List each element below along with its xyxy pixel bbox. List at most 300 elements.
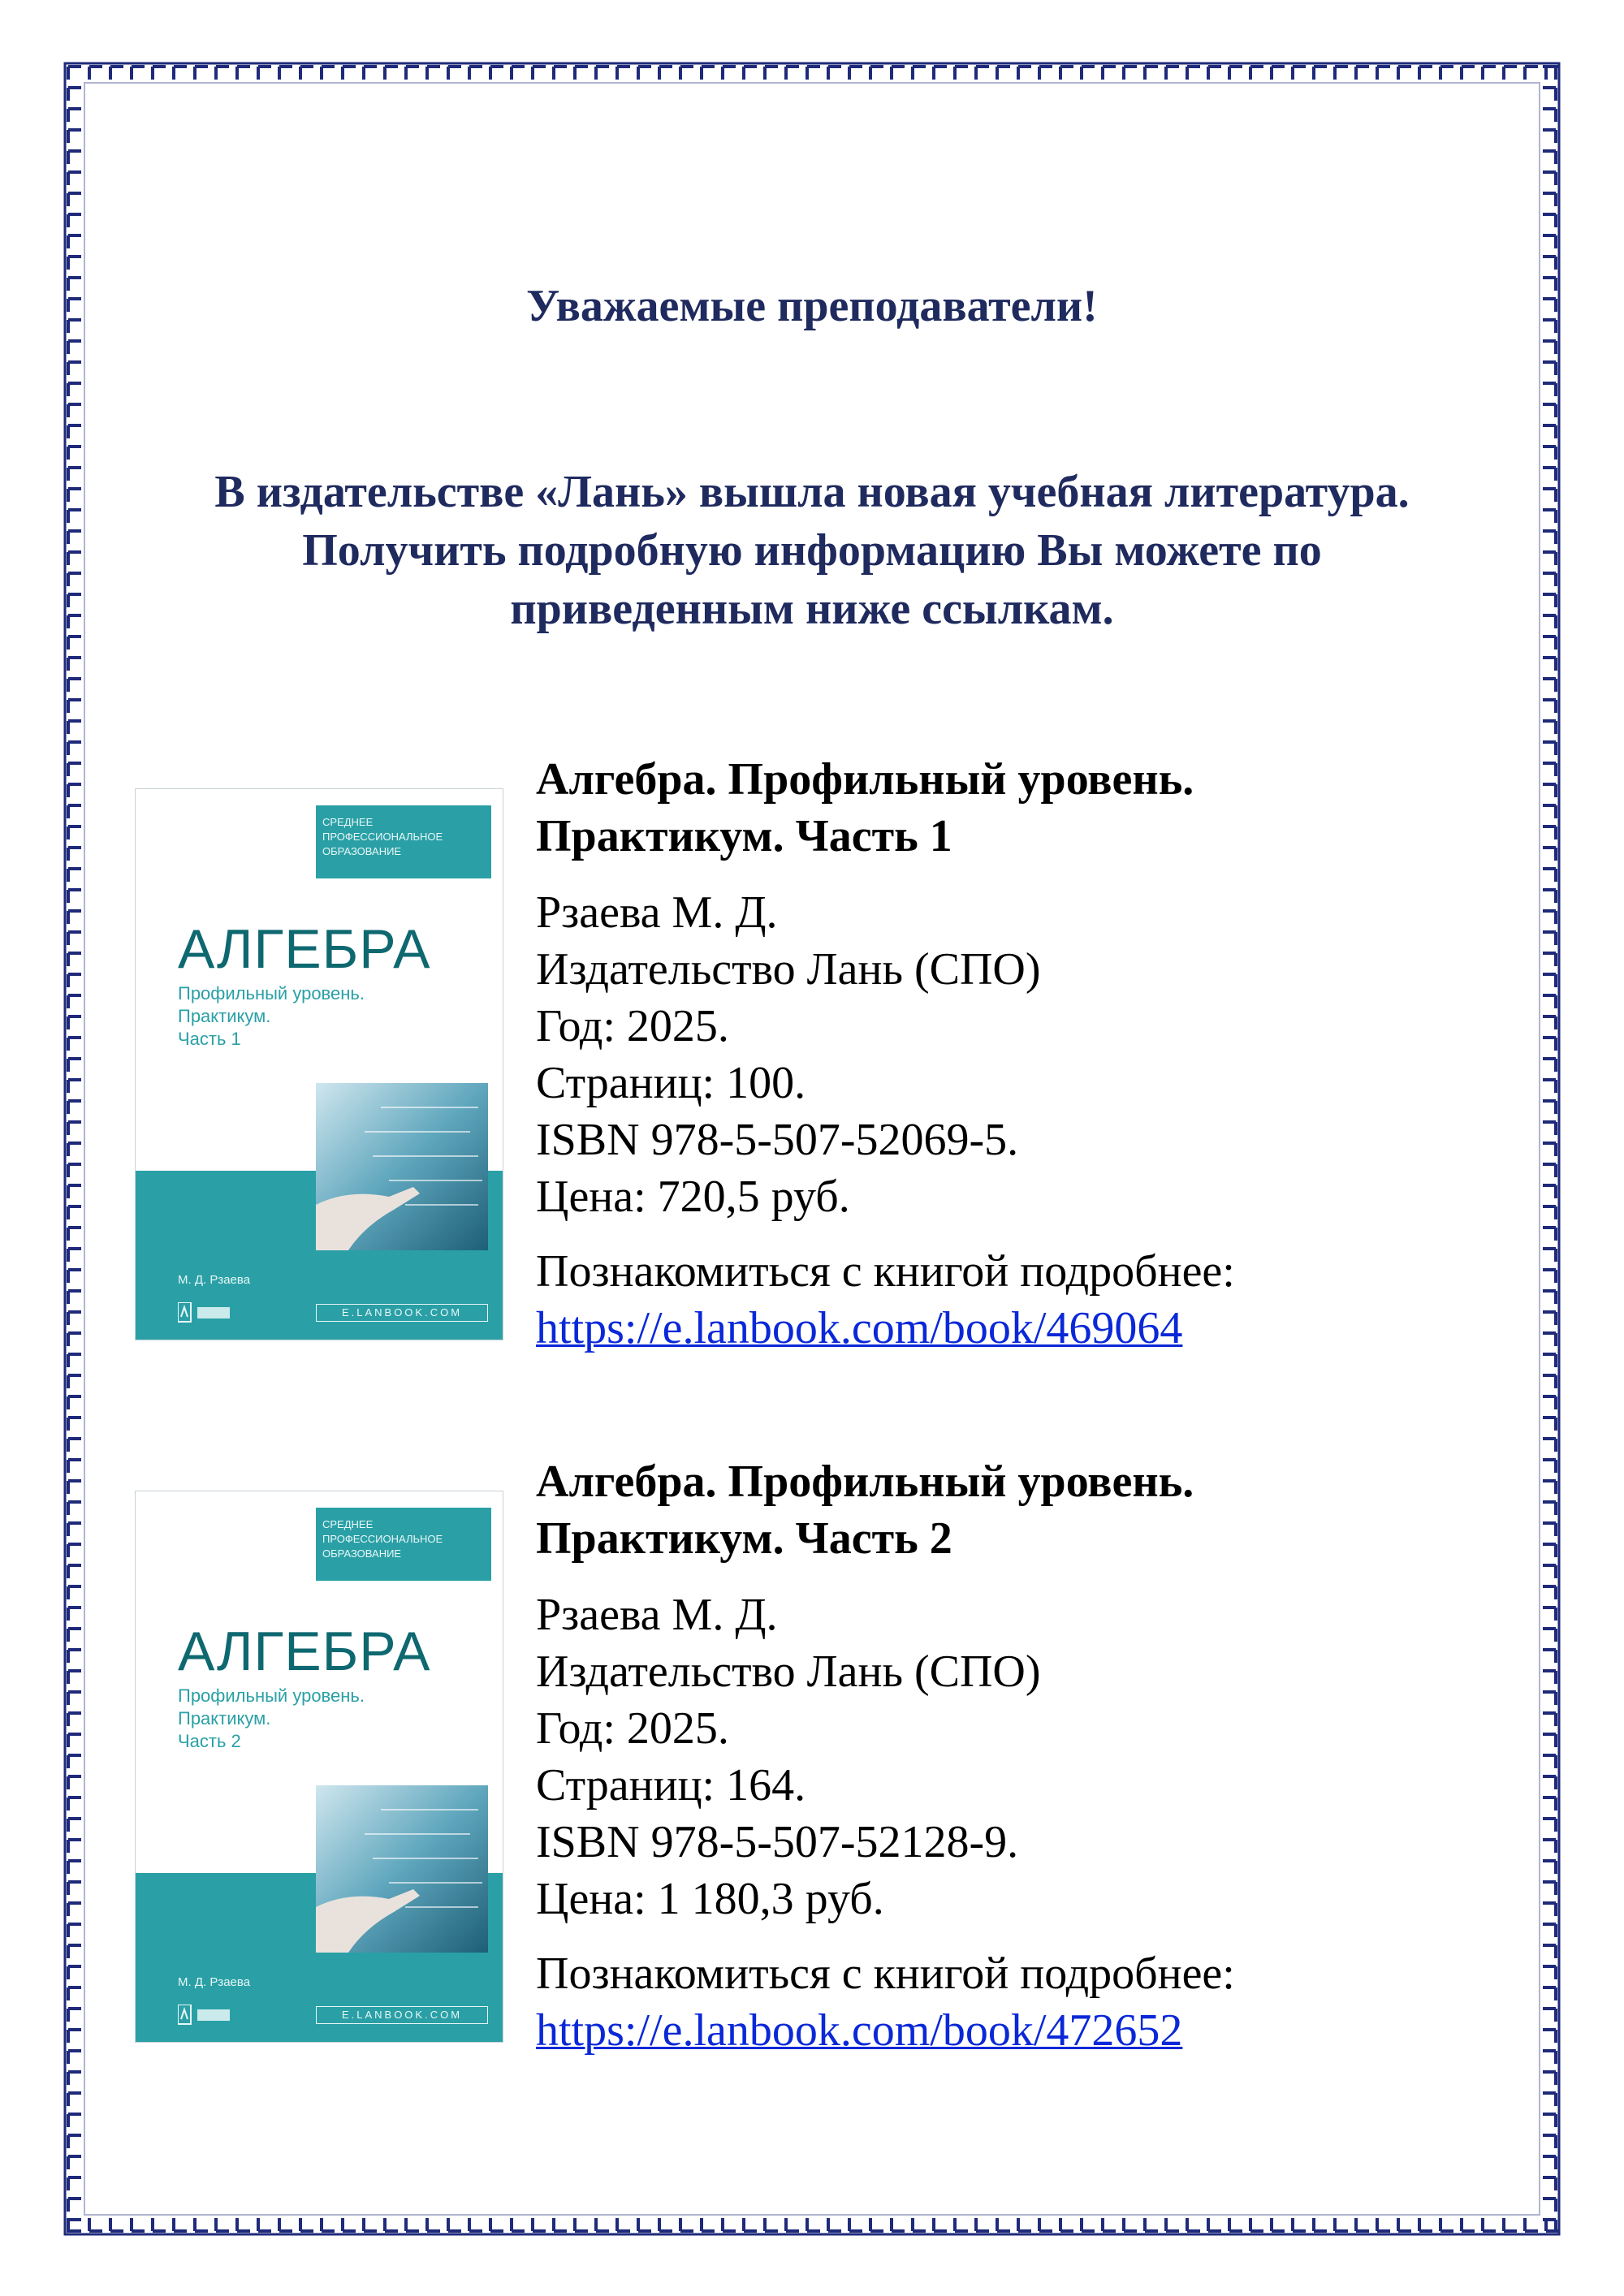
frame-segment: [1543, 1565, 1556, 1578]
frame-segment: [1543, 2072, 1556, 2085]
frame-segment: [448, 2218, 461, 2231]
frame-segment: [1543, 911, 1556, 924]
frame-segment: [1543, 1185, 1556, 1198]
frame-segment: [195, 2218, 208, 2231]
frame-segment: [1543, 974, 1556, 987]
frame-segment: [1356, 2218, 1369, 2231]
frame-segment: [68, 594, 81, 607]
frame-segment: [1543, 995, 1556, 1008]
frame-segment: [68, 1375, 81, 1388]
frame-segment: [870, 2218, 883, 2231]
frame-segment: [364, 67, 377, 80]
frame-segment: [1543, 1101, 1556, 1114]
frame-segment: [448, 67, 461, 80]
frame-segment: [1543, 2199, 1556, 2212]
frame-segment: [997, 2218, 1010, 2231]
frame-segment: [1543, 1840, 1556, 1853]
frame-segment: [68, 1966, 81, 1979]
book-author: Рзаева М. Д.: [536, 887, 778, 938]
frame-segment: [1187, 67, 1200, 80]
frame-segment: [174, 67, 187, 80]
frame-segment: [68, 447, 81, 460]
frame-segment: [68, 1945, 81, 1958]
frame-segment: [68, 1840, 81, 1853]
frame-segment: [68, 1987, 81, 2000]
frame-segment: [976, 2218, 989, 2231]
frame-segment: [427, 67, 440, 80]
book-more-label: Познакомиться с книгой подробнее:: [536, 1246, 1235, 1297]
frame-segment: [744, 67, 757, 80]
frame-segment: [68, 425, 81, 438]
intro-line: приведенным ниже ссылкам.: [510, 584, 1114, 634]
frame-segment: [490, 2218, 503, 2231]
frame-segment: [89, 2218, 102, 2231]
frame-segment: [68, 953, 81, 966]
frame-segment: [1543, 1734, 1556, 1747]
book-pages: Страниц: 164.: [536, 1760, 806, 1810]
frame-segment: [702, 67, 715, 80]
frame-segment: [1272, 2218, 1285, 2231]
frame-segment: [892, 2218, 905, 2231]
book-title-line: Алгебра. Профильный уровень.: [536, 754, 1194, 805]
publisher-logo-icon: [178, 2005, 251, 2026]
frame-segment: [1543, 1798, 1556, 1810]
frame-segment: [68, 214, 81, 227]
book-link[interactable]: https://e.lanbook.com/book/472652: [536, 2005, 1183, 2056]
book-title-line: Практикум. Часть 1: [536, 811, 952, 861]
frame-segment: [68, 763, 81, 776]
frame-segment: [68, 1798, 81, 1810]
frame-segment: [828, 2218, 841, 2231]
frame-segment: [1543, 2114, 1556, 2127]
book-info: [536, 1453, 1510, 2059]
frame-segment: [1543, 594, 1556, 607]
frame-segment: [1314, 2218, 1327, 2231]
frame-segment: [1543, 869, 1556, 882]
book-year: Год: 2025.: [536, 1703, 729, 1754]
frame-segment: [1504, 67, 1517, 80]
frame-segment: [385, 2218, 398, 2231]
book-price: Цена: 1 180,3 руб.: [536, 1874, 884, 1924]
frame-segment: [849, 2218, 862, 2231]
frame-segment: [68, 1312, 81, 1325]
frame-segment: [1293, 67, 1306, 80]
frame-segment: [659, 2218, 672, 2231]
book-title-line: Алгебра. Профильный уровень.: [536, 1457, 1194, 1507]
frame-segment: [279, 2218, 292, 2231]
frame-segment: [68, 235, 81, 248]
frame-segment: [68, 974, 81, 987]
cover-subtitle: Профильный уровень. Практикум. Часть 1: [178, 983, 365, 1049]
intro-line: В издательстве «Лань» вышла новая учебная литература.: [214, 467, 1410, 517]
frame-segment: [68, 1861, 81, 1874]
frame-segment: [1543, 2093, 1556, 2106]
frame-segment: [1250, 2218, 1263, 2231]
frame-segment: [1543, 1586, 1556, 1599]
frame-segment: [1543, 468, 1556, 481]
frame-segment: [1018, 67, 1031, 80]
frame-segment: [1060, 67, 1073, 80]
frame-segment: [68, 1059, 81, 1072]
frame-segment: [1543, 172, 1556, 185]
frame-segment: [533, 2218, 546, 2231]
frame-segment: [68, 510, 81, 523]
frame-segment: [1543, 826, 1556, 839]
frame-segment: [68, 1502, 81, 1515]
frame-segment: [1543, 805, 1556, 818]
frame-segment: [68, 1776, 81, 1789]
frame-segment: [68, 1924, 81, 1937]
frame-segment: [1124, 67, 1137, 80]
frame-segment: [1543, 1460, 1556, 1473]
frame-segment: [1462, 2218, 1475, 2231]
frame-segment: [174, 2218, 187, 2231]
frame-segment: [68, 1439, 81, 1452]
frame-segment: [1483, 67, 1496, 80]
frame-segment: [1543, 1164, 1556, 1177]
frame-segment: [406, 2218, 419, 2231]
frame-segment: [68, 341, 81, 354]
frame-segment: [702, 2218, 715, 2231]
frame-segment: [1543, 932, 1556, 945]
frame-segment: [575, 2218, 588, 2231]
frame-segment: [680, 2218, 693, 2231]
frame-segment: [554, 2218, 567, 2231]
frame-segment: [1543, 1544, 1556, 1557]
frame-segment: [1543, 2030, 1556, 2043]
frame-segment: [68, 193, 81, 206]
frame-segment: [1543, 1016, 1556, 1029]
frame-segment: [68, 932, 81, 945]
frame-segment: [1543, 721, 1556, 734]
frame-segment: [997, 67, 1010, 80]
frame-segment: [68, 2093, 81, 2106]
frame-segment: [1543, 1861, 1556, 1874]
intro-line: Получить подробную информацию Вы можете по: [302, 525, 1322, 576]
frame-segment: [617, 2218, 630, 2231]
book-link[interactable]: https://e.lanbook.com/book/469064: [536, 1303, 1183, 1353]
frame-segment: [68, 890, 81, 903]
frame-segment: [807, 67, 820, 80]
frame-segment: [723, 67, 736, 80]
frame-segment: [1525, 2218, 1538, 2231]
frame-segment: [1166, 67, 1179, 80]
frame-segment: [1229, 2218, 1242, 2231]
frame-segment: [638, 67, 651, 80]
frame-segment: [364, 2218, 377, 2231]
cover-series-label: СРЕДНЕЕ ПРОФЕССИОНАЛЬНОЕ ОБРАЗОВАНИЕ: [316, 1508, 491, 1581]
cover-photo-illustration: [316, 1785, 488, 1953]
frame-segment: [68, 1291, 81, 1304]
frame-segment: [68, 552, 81, 565]
frame-segment: [68, 1418, 81, 1431]
cover-subtitle: Профильный уровень. Практикум. Часть 2: [178, 1685, 365, 1751]
frame-segment: [279, 67, 292, 80]
frame-segment: [1543, 1143, 1556, 1156]
frame-segment: [1543, 1671, 1556, 1684]
frame-segment: [1543, 257, 1556, 270]
frame-segment: [1543, 1966, 1556, 1979]
frame-segment: [68, 742, 81, 755]
frame-segment: [1543, 615, 1556, 628]
frame-segment: [1208, 2218, 1221, 2231]
frame-segment: [1124, 2218, 1137, 2231]
frame-segment: [68, 362, 81, 375]
frame-segment: [68, 679, 81, 692]
frame-segment: [1543, 1312, 1556, 1325]
frame-segment: [1166, 2218, 1179, 2231]
frame-segment: [68, 67, 81, 80]
frame-segment: [132, 2218, 145, 2231]
frame-segment: [68, 1629, 81, 1642]
frame-segment: [68, 404, 81, 417]
frame-segment: [1293, 2218, 1306, 2231]
frame-segment: [638, 2218, 651, 2231]
frame-segment: [68, 2156, 81, 2169]
frame-segment: [1082, 67, 1095, 80]
frame-segment: [68, 615, 81, 628]
frame-segment: [1398, 67, 1411, 80]
frame-segment: [68, 1755, 81, 1768]
frame-segment: [1543, 848, 1556, 861]
frame-segment: [68, 700, 81, 713]
cover-author: М. Д. Рзаева: [178, 1273, 251, 1287]
frame-segment: [596, 2218, 609, 2231]
cover-site-label: E.LANBOOK.COM: [316, 2006, 488, 2024]
frame-segment: [68, 784, 81, 797]
frame-segment: [68, 911, 81, 924]
book-meta: [536, 884, 1510, 1225]
frame-segment: [786, 67, 799, 80]
book-cover-image[interactable]: [135, 1491, 503, 2043]
frame-segment: [512, 2218, 525, 2231]
frame-segment: [68, 468, 81, 481]
frame-segment: [68, 1333, 81, 1346]
frame-segment: [1356, 67, 1369, 80]
frame-segment: [1543, 1418, 1556, 1431]
book-isbn: ISBN 978-5-507-52128-9.: [536, 1817, 1019, 1867]
frame-segment: [1543, 1713, 1556, 1726]
cover-photo-illustration: [316, 1083, 488, 1250]
book-more: [536, 1243, 1510, 1357]
frame-segment: [68, 995, 81, 1008]
frame-segment: [68, 2072, 81, 2085]
frame-segment: [807, 2218, 820, 2231]
frame-segment: [1543, 1375, 1556, 1388]
frame-segment: [1543, 1333, 1556, 1346]
frame-segment: [1543, 763, 1556, 776]
frame-segment: [68, 1249, 81, 1262]
book-pages: Страниц: 100.: [536, 1058, 806, 1108]
frame-segment: [258, 2218, 271, 2231]
frame-segment: [68, 109, 81, 122]
frame-segment: [765, 2218, 778, 2231]
frame-segment: [68, 1882, 81, 1895]
frame-segment: [68, 1523, 81, 1536]
frame-segment: [343, 67, 356, 80]
book-more-label: Познакомиться с книгой подробнее:: [536, 1949, 1235, 1999]
frame-segment: [1018, 2218, 1031, 2231]
frame-segment: [533, 67, 546, 80]
frame-segment: [1543, 1291, 1556, 1304]
book-more: [536, 1945, 1510, 2059]
frame-segment: [1543, 531, 1556, 544]
frame-segment: [68, 1481, 81, 1494]
publisher-logo-icon: [178, 1302, 251, 1323]
cover-title: АЛГЕБРА: [178, 918, 431, 980]
frame-segment: [1543, 1059, 1556, 1072]
frame-segment: [1440, 67, 1453, 80]
frame-segment: [68, 1671, 81, 1684]
frame-segment: [596, 67, 609, 80]
frame-segment: [68, 1270, 81, 1283]
intro-paragraph: [122, 463, 1502, 638]
frame-segment: [68, 1206, 81, 1219]
frame-segment: [406, 67, 419, 80]
frame-segment: [68, 2114, 81, 2127]
frame-segment: [1543, 1270, 1556, 1283]
frame-segment: [68, 130, 81, 143]
frame-segment: [68, 257, 81, 270]
frame-segment: [1543, 1924, 1556, 1937]
frame-segment: [1145, 67, 1158, 80]
frame-segment: [1543, 1945, 1556, 1958]
frame-segment: [68, 1713, 81, 1726]
frame-segment: [68, 1228, 81, 1241]
frame-segment: [1543, 1354, 1556, 1367]
frame-segment: [1103, 67, 1116, 80]
frame-segment: [68, 67, 81, 80]
frame-segment: [68, 1650, 81, 1663]
frame-segment: [1543, 1439, 1556, 1452]
frame-segment: [1543, 109, 1556, 122]
frame-segment: [68, 1903, 81, 1916]
frame-segment: [469, 67, 482, 80]
frame-segment: [1543, 637, 1556, 650]
book-author: Рзаева М. Д.: [536, 1590, 778, 1640]
frame-segment: [1543, 425, 1556, 438]
book-isbn: ISBN 978-5-507-52069-5.: [536, 1115, 1019, 1165]
frame-segment: [469, 2218, 482, 2231]
frame-segment: [132, 67, 145, 80]
frame-segment: [1250, 67, 1263, 80]
book-meta: [536, 1586, 1510, 1927]
frame-segment: [68, 2009, 81, 2022]
frame-segment: [1543, 1608, 1556, 1621]
frame-segment: [68, 1354, 81, 1367]
frame-segment: [1314, 67, 1327, 80]
frame-segment: [343, 2218, 356, 2231]
frame-segment: [68, 1565, 81, 1578]
frame-segment: [68, 1692, 81, 1705]
frame-segment: [870, 67, 883, 80]
frame-segment: [68, 721, 81, 734]
frame-segment: [68, 869, 81, 882]
frame-segment: [1543, 404, 1556, 417]
book-publisher: Издательство Лань (СПО): [536, 1646, 1041, 1697]
frame-segment: [153, 2218, 166, 2231]
frame-segment: [1543, 1987, 1556, 2000]
frame-segment: [1060, 2218, 1073, 2231]
frame-segment: [153, 67, 166, 80]
frame-segment: [680, 67, 693, 80]
frame-segment: [1543, 2177, 1556, 2190]
frame-segment: [1543, 341, 1556, 354]
frame-segment: [1543, 88, 1556, 101]
frame-segment: [1543, 1629, 1556, 1642]
frame-segment: [1543, 700, 1556, 713]
frame-segment: [892, 67, 905, 80]
frame-segment: [68, 1101, 81, 1114]
book-title-line: Практикум. Часть 2: [536, 1513, 952, 1564]
frame-segment: [322, 67, 335, 80]
frame-segment: [913, 67, 926, 80]
frame-segment: [1208, 67, 1221, 80]
frame-segment: [786, 2218, 799, 2231]
frame-segment: [237, 67, 250, 80]
frame-segment: [1039, 2218, 1052, 2231]
frame-segment: [68, 2051, 81, 2064]
frame-segment: [1543, 1882, 1556, 1895]
frame-segment: [110, 67, 123, 80]
frame-segment: [89, 67, 102, 80]
frame-segment: [1419, 2218, 1432, 2231]
frame-segment: [1543, 1038, 1556, 1051]
frame-segment: [1543, 784, 1556, 797]
frame-segment: [216, 67, 229, 80]
frame-segment: [934, 67, 947, 80]
book-title: [536, 1453, 1510, 1567]
frame-segment: [1543, 214, 1556, 227]
frame-segment: [68, 151, 81, 164]
frame-segment: [68, 826, 81, 839]
frame-segment: [1543, 1523, 1556, 1536]
frame-segment: [1543, 151, 1556, 164]
frame-segment: [1543, 1206, 1556, 1219]
frame-segment: [68, 1608, 81, 1621]
frame-segment: [744, 2218, 757, 2231]
frame-segment: [68, 1038, 81, 1051]
frame-segment: [1543, 235, 1556, 248]
frame-segment: [68, 172, 81, 185]
frame-segment: [1543, 1776, 1556, 1789]
frame-segment: [1504, 2218, 1517, 2231]
frame-segment: [68, 2199, 81, 2212]
frame-segment: [68, 489, 81, 502]
frame-segment: [1543, 552, 1556, 565]
frame-segment: [1543, 1692, 1556, 1705]
frame-segment: [659, 67, 672, 80]
frame-segment: [1543, 2156, 1556, 2169]
frame-segment: [1419, 67, 1432, 80]
frame-segment: [1377, 2218, 1390, 2231]
frame-segment: [68, 637, 81, 650]
book-cover-image[interactable]: [135, 788, 503, 1340]
frame-segment: [1543, 742, 1556, 755]
frame-segment: [1543, 1080, 1556, 1093]
frame-segment: [68, 848, 81, 861]
frame-segment: [1462, 67, 1475, 80]
frame-segment: [1145, 2218, 1158, 2231]
frame-segment: [1543, 1819, 1556, 1832]
frame-segment: [1335, 67, 1348, 80]
cover-series-label: СРЕДНЕЕ ПРОФЕССИОНАЛЬНОЕ ОБРАЗОВАНИЕ: [316, 805, 491, 878]
frame-segment: [1543, 1903, 1556, 1916]
frame-segment: [554, 67, 567, 80]
frame-segment: [385, 67, 398, 80]
frame-segment: [490, 67, 503, 80]
frame-segment: [68, 1396, 81, 1409]
